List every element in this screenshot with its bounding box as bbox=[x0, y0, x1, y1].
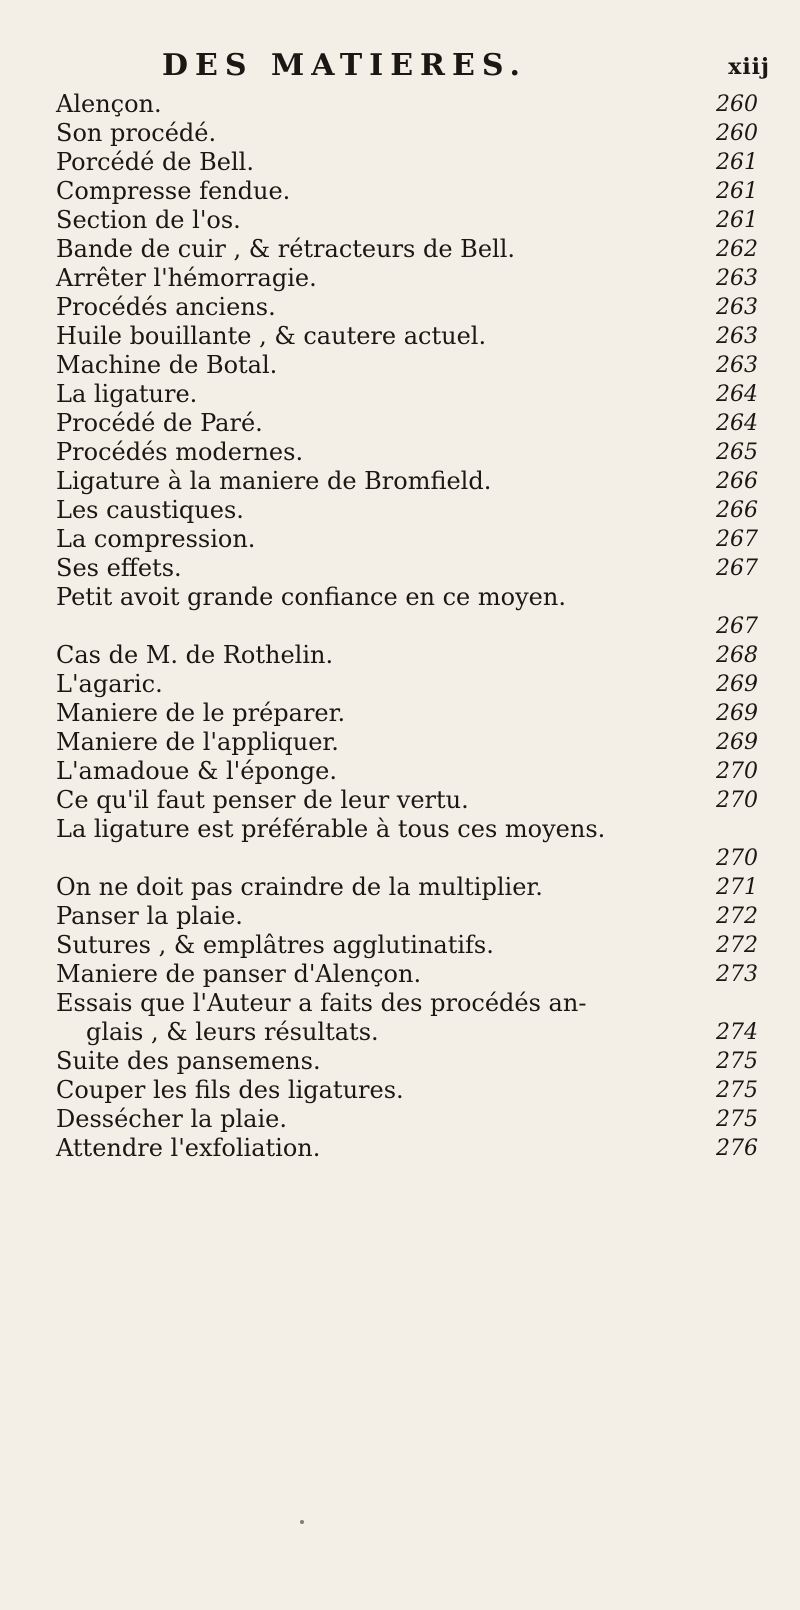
entry-title: On ne doit pas craindre de la multiplier. bbox=[56, 873, 543, 901]
index-entry bbox=[38, 467, 778, 496]
index-entry bbox=[38, 1047, 778, 1076]
entry-page: 266 bbox=[716, 498, 758, 523]
entry-title: Procédés anciens. bbox=[56, 293, 276, 321]
entry-page: 265 bbox=[716, 440, 758, 465]
index-entry bbox=[38, 438, 778, 467]
entry-title: Panser la plaie. bbox=[56, 902, 243, 930]
entry-page: 263 bbox=[716, 324, 758, 349]
page-number: xiij bbox=[728, 54, 770, 80]
index-entry bbox=[38, 583, 778, 641]
index-entry bbox=[38, 90, 778, 119]
index-entry bbox=[38, 902, 778, 931]
entry-title: Suite des pansemens. bbox=[56, 1047, 321, 1075]
index-entry bbox=[38, 786, 778, 815]
index-entry bbox=[38, 1134, 778, 1163]
index-entry bbox=[38, 206, 778, 235]
entry-page: 263 bbox=[716, 295, 758, 320]
entry-page: 264 bbox=[716, 382, 758, 407]
entry-title: L'agaric. bbox=[56, 670, 163, 698]
index-entry bbox=[38, 380, 778, 409]
entry-title: La ligature. bbox=[56, 380, 198, 408]
entry-title: Les caustiques. bbox=[56, 496, 244, 524]
entry-page: 266 bbox=[716, 469, 758, 494]
entry-page: 263 bbox=[716, 266, 758, 291]
entry-title: Procédé de Paré. bbox=[56, 409, 263, 437]
index-entry bbox=[38, 989, 778, 1047]
entry-title: Compresse fendue. bbox=[56, 177, 291, 205]
entry-page: 269 bbox=[716, 701, 758, 726]
index-page bbox=[38, 44, 778, 1163]
entry-page: 269 bbox=[716, 730, 758, 755]
entry-page: 269 bbox=[716, 672, 758, 697]
entry-page: 274 bbox=[716, 1020, 758, 1045]
entry-title-continuation: glais , & leurs résultats. bbox=[86, 1018, 379, 1046]
index-entry bbox=[38, 322, 778, 351]
entry-page: 276 bbox=[716, 1136, 758, 1161]
index-entry bbox=[38, 119, 778, 148]
entry-title: Ligature à la maniere de Bromfield. bbox=[56, 467, 492, 495]
index-entry bbox=[38, 351, 778, 380]
entry-page: 261 bbox=[716, 150, 758, 175]
index-entry bbox=[38, 409, 778, 438]
entry-title: Petit avoit grande confiance en ce moyen. bbox=[56, 583, 566, 611]
entry-title: La ligature est préférable à tous ces moyens. bbox=[56, 815, 606, 843]
index-entry bbox=[38, 496, 778, 525]
entry-title: Huile bouillante , & cautere actuel. bbox=[56, 322, 487, 350]
index-entry bbox=[38, 235, 778, 264]
running-title: DES MATIERES. bbox=[162, 48, 527, 83]
entry-title: Essais que l'Auteur a faits des procédés an- bbox=[56, 989, 587, 1017]
index-entry bbox=[38, 931, 778, 960]
entry-page: 262 bbox=[716, 237, 758, 262]
entry-title: Cas de M. de Rothelin. bbox=[56, 641, 334, 669]
entry-page: 267 bbox=[716, 527, 758, 552]
index-entry bbox=[38, 960, 778, 989]
entry-page: 261 bbox=[716, 179, 758, 204]
entry-title: Porcédé de Bell. bbox=[56, 148, 254, 176]
index-entry bbox=[38, 293, 778, 322]
index-entries bbox=[38, 90, 778, 1163]
entry-page: 272 bbox=[716, 933, 758, 958]
entry-page: 260 bbox=[716, 92, 758, 117]
index-entry bbox=[38, 757, 778, 786]
entry-title: Ce qu'il faut penser de leur vertu. bbox=[56, 786, 469, 814]
index-entry bbox=[38, 554, 778, 583]
index-entry bbox=[38, 670, 778, 699]
entry-page: 275 bbox=[716, 1049, 758, 1074]
entry-page: 268 bbox=[716, 643, 758, 668]
entry-page: 270 bbox=[716, 846, 758, 871]
entry-page: 264 bbox=[716, 411, 758, 436]
entry-title: Son procédé. bbox=[56, 119, 217, 147]
entry-page: 275 bbox=[716, 1107, 758, 1132]
entry-title: Arrêter l'hémorragie. bbox=[56, 264, 317, 292]
entry-title: Section de l'os. bbox=[56, 206, 241, 234]
entry-title: La compression. bbox=[56, 525, 256, 553]
entry-page: 275 bbox=[716, 1078, 758, 1103]
index-entry bbox=[38, 148, 778, 177]
entry-page: 261 bbox=[716, 208, 758, 233]
entry-title: Ses effets. bbox=[56, 554, 182, 582]
entry-page: 263 bbox=[716, 353, 758, 378]
entry-page: 267 bbox=[716, 556, 758, 581]
entry-page: 270 bbox=[716, 788, 758, 813]
ink-speck bbox=[300, 1520, 304, 1524]
index-entry bbox=[38, 1076, 778, 1105]
entry-page: 267 bbox=[716, 614, 758, 639]
entry-title: Couper les fils des ligatures. bbox=[56, 1076, 404, 1104]
entry-title: Maniere de panser d'Alençon. bbox=[56, 960, 422, 988]
index-entry bbox=[38, 873, 778, 902]
entry-title: Bande de cuir , & rétracteurs de Bell. bbox=[56, 235, 515, 263]
entry-page: 273 bbox=[716, 962, 758, 987]
page-header bbox=[38, 44, 778, 90]
entry-title: Procédés modernes. bbox=[56, 438, 304, 466]
entry-page: 270 bbox=[716, 759, 758, 784]
index-entry bbox=[38, 815, 778, 873]
entry-title: L'amadoue & l'éponge. bbox=[56, 757, 337, 785]
entry-title: Alençon. bbox=[56, 90, 162, 118]
index-entry bbox=[38, 525, 778, 554]
entry-title: Machine de Botal. bbox=[56, 351, 278, 379]
entry-title: Attendre l'exfoliation. bbox=[56, 1134, 321, 1162]
entry-title: Maniere de le préparer. bbox=[56, 699, 346, 727]
index-entry bbox=[38, 641, 778, 670]
index-entry bbox=[38, 264, 778, 293]
entry-page: 260 bbox=[716, 121, 758, 146]
index-entry bbox=[38, 699, 778, 728]
entry-page: 272 bbox=[716, 904, 758, 929]
index-entry bbox=[38, 728, 778, 757]
index-entry bbox=[38, 1105, 778, 1134]
entry-title: Dessécher la plaie. bbox=[56, 1105, 287, 1133]
entry-title: Maniere de l'appliquer. bbox=[56, 728, 339, 756]
entry-page: 271 bbox=[716, 875, 758, 900]
entry-title: Sutures , & emplâtres agglutinatifs. bbox=[56, 931, 494, 959]
index-entry bbox=[38, 177, 778, 206]
